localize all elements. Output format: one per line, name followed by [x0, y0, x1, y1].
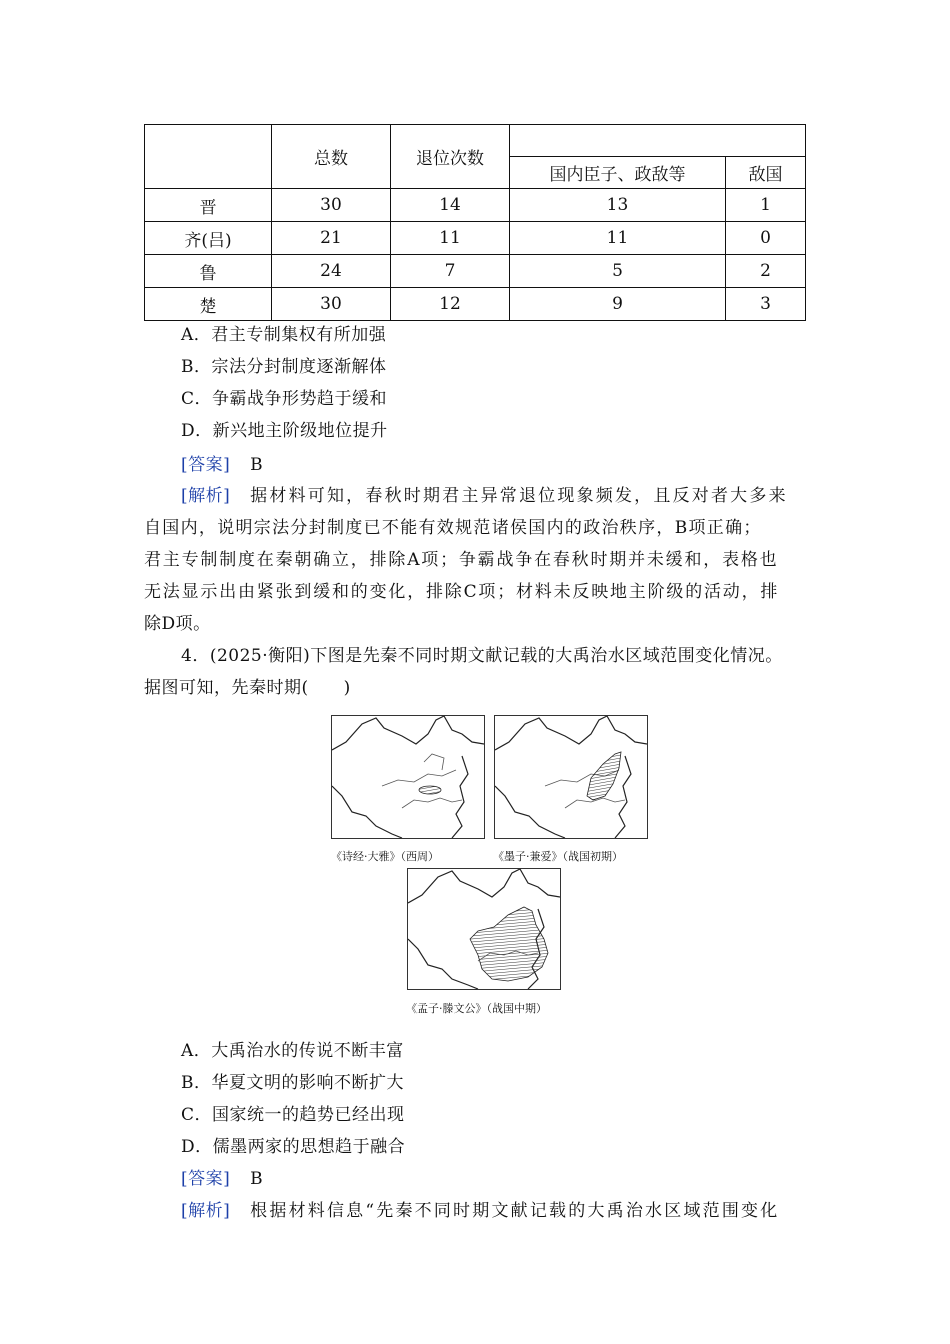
map-caption-2: 《墨子·兼爱》（战国初期）: [493, 850, 623, 863]
cell-abdications: 12: [391, 288, 510, 321]
q4-option-c: C．国家统一的趋势已经出现: [181, 1105, 405, 1125]
cell-total: 30: [272, 288, 391, 321]
map-early-warring-states: [494, 715, 648, 839]
q4-stem-line-2: 据图可知，先秦时期( ): [144, 678, 351, 698]
header-enemy: 敌国: [726, 157, 806, 189]
analysis-text: 根据材料信息“先秦不同时期文献记载的大禹治水区域范围变化: [250, 1201, 780, 1221]
flood-region-shaded: [419, 786, 441, 794]
cell-domestic: 11: [510, 222, 726, 255]
cell-domestic: 13: [510, 189, 726, 222]
q3-option-c: C．争霸战争形势趋于缓和: [181, 389, 388, 409]
q4-analysis-line-1: [181, 1196, 779, 1221]
analysis-text: 据材料可知，春秋时期君主异常退位现象频发，且反对者大多来: [250, 486, 788, 506]
cell-domestic: 9: [510, 288, 726, 321]
table-row: [145, 288, 806, 321]
cell-total: 30: [272, 189, 391, 222]
q3-analysis-line-5: 除D项。: [144, 614, 211, 634]
q4-option-a: A．大禹治水的传说不断丰富: [181, 1041, 404, 1061]
map-mid-warring-states: [407, 868, 561, 990]
flood-region-shaded: [470, 907, 548, 981]
map-caption-1: 《诗经·大雅》（西周）: [331, 850, 439, 863]
answer-tag: [答案]: [181, 455, 231, 475]
cell-domestic: 5: [510, 255, 726, 288]
abdication-table: [144, 124, 806, 321]
cell-abdications: 14: [391, 189, 510, 222]
answer-value: B: [250, 1169, 264, 1189]
cell-total: 24: [272, 255, 391, 288]
cell-total: 21: [272, 222, 391, 255]
q3-analysis-line-4: 无法显示出由紧张到缓和的变化，排除C项；材料未反映地主阶级的活动，排: [144, 582, 780, 602]
cell-state: 楚: [145, 288, 272, 321]
cell-enemy: 3: [726, 288, 806, 321]
cell-enemy: 1: [726, 189, 806, 222]
analysis-tag: [解析]: [181, 486, 231, 506]
header-total: 总数: [272, 125, 391, 189]
table-row: [145, 222, 806, 255]
q4-stem-line-1: 4．(2025·衡阳)下图是先秦不同时期文献记载的大禹治水区域范围变化情况。: [181, 646, 783, 666]
cell-enemy: 2: [726, 255, 806, 288]
header-abdications: 退位次数: [391, 125, 510, 189]
q3-analysis-line-2: 自国内，说明宗法分封制度已不能有效规范诸侯国内的政治秩序，B项正确；: [144, 518, 762, 538]
q3-answer-line: [181, 450, 263, 475]
answer-tag: [答案]: [181, 1169, 231, 1189]
cell-state: 鲁: [145, 255, 272, 288]
q4-option-d: D．儒墨两家的思想趋于融合: [181, 1137, 406, 1157]
header-group-empty: [510, 125, 806, 157]
q3-option-d: D．新兴地主阶级地位提升: [181, 421, 388, 441]
table-corner-cell: [145, 125, 272, 189]
q3-option-b: B．宗法分封制度逐渐解体: [181, 357, 387, 377]
cell-state: 齐(吕): [145, 222, 272, 255]
q4-option-b: B．华夏文明的影响不断扩大: [181, 1073, 404, 1093]
table-row: [145, 189, 806, 222]
answer-value: B: [250, 455, 264, 475]
analysis-tag: [解析]: [181, 1201, 231, 1221]
flood-region-shaded: [587, 752, 621, 800]
cell-enemy: 0: [726, 222, 806, 255]
q3-analysis-line-1: [181, 481, 788, 506]
q4-answer-line: [181, 1164, 263, 1189]
map-caption-3: 《孟子·滕文公》（战国中期）: [406, 1002, 547, 1015]
cell-abdications: 7: [391, 255, 510, 288]
table-row: [145, 255, 806, 288]
q3-option-a: A．君主专制集权有所加强: [181, 325, 387, 345]
q3-analysis-line-3: 君主专制制度在秦朝确立，排除A项；争霸战争在春秋时期并未缓和，表格也: [144, 550, 779, 570]
cell-state: 晋: [145, 189, 272, 222]
cell-abdications: 11: [391, 222, 510, 255]
header-domestic: 国内臣子、政敌等: [510, 157, 726, 189]
map-western-zhou: [331, 715, 485, 839]
